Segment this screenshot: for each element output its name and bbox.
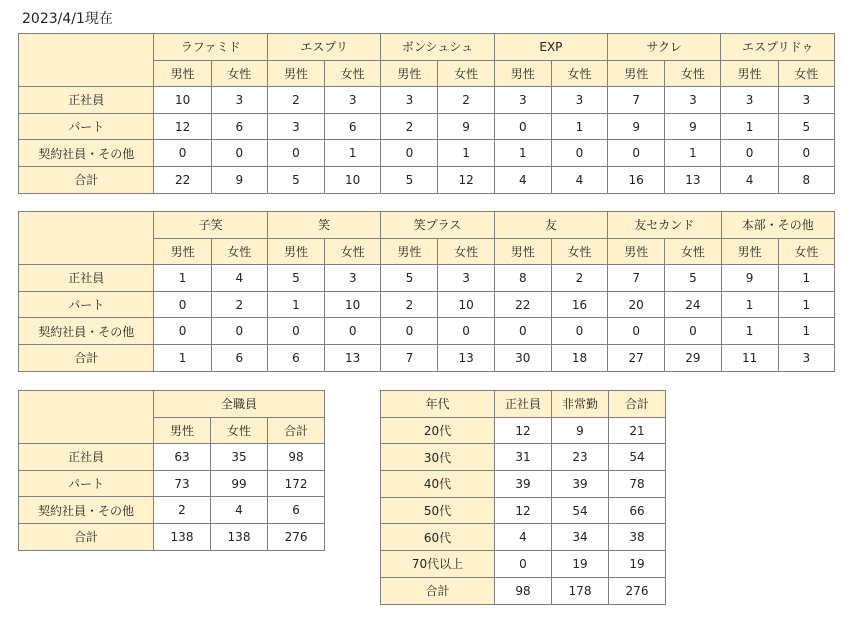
value-cell: 5 xyxy=(665,265,721,292)
value-cell: 30 xyxy=(494,344,551,371)
group-header: EXP xyxy=(494,34,607,61)
female-header: 女性 xyxy=(438,238,494,265)
value-cell: 0 xyxy=(551,140,607,167)
group-header: 笑プラス xyxy=(381,212,494,239)
group-header: ボンシュシュ xyxy=(381,34,494,61)
male-header: 男性 xyxy=(494,60,551,87)
fulltime-header: 正社員 xyxy=(495,391,552,418)
value-cell: 2 xyxy=(211,291,267,318)
value-cell: 2 xyxy=(381,113,438,140)
value-cell: 0 xyxy=(381,318,438,345)
female-header: 女性 xyxy=(551,60,607,87)
value-cell: 18 xyxy=(551,344,607,371)
value-cell: 0 xyxy=(608,140,665,167)
age-header: 年代 xyxy=(381,391,495,418)
value-cell: 0 xyxy=(381,140,438,167)
value-cell: 0 xyxy=(494,318,551,345)
male-header: 男性 xyxy=(608,60,665,87)
value-cell: 0 xyxy=(267,140,324,167)
group-header: 友 xyxy=(494,212,607,239)
value-cell: 276 xyxy=(609,577,666,604)
row-label: 50代 xyxy=(381,497,495,524)
value-cell: 3 xyxy=(494,87,551,114)
value-cell: 4 xyxy=(721,166,778,193)
row-label: 合計 xyxy=(19,523,154,550)
row-label: 30代 xyxy=(381,444,495,471)
value-cell: 12 xyxy=(154,113,211,140)
male-header: 男性 xyxy=(381,238,438,265)
value-cell: 31 xyxy=(495,444,552,471)
value-cell: 3 xyxy=(778,344,834,371)
row-label: 正社員 xyxy=(19,265,154,292)
value-cell: 5 xyxy=(778,113,834,140)
value-cell: 5 xyxy=(381,265,438,292)
table-row xyxy=(381,577,666,604)
value-cell: 5 xyxy=(381,166,438,193)
value-cell: 22 xyxy=(494,291,551,318)
value-cell: 1 xyxy=(551,113,607,140)
value-cell: 2 xyxy=(438,87,494,114)
value-cell: 39 xyxy=(495,471,552,498)
table-row xyxy=(19,523,325,550)
value-cell: 8 xyxy=(778,166,834,193)
group-header-row xyxy=(19,212,835,239)
female-header: 女性 xyxy=(665,238,721,265)
value-cell: 13 xyxy=(438,344,494,371)
value-cell: 6 xyxy=(211,113,267,140)
date-label: 2023/4/1現在 xyxy=(22,11,113,27)
value-cell: 3 xyxy=(665,87,721,114)
value-cell: 19 xyxy=(552,551,609,578)
male-header: 男性 xyxy=(608,238,665,265)
value-cell: 10 xyxy=(154,87,211,114)
value-cell: 3 xyxy=(721,87,778,114)
value-cell: 138 xyxy=(154,523,211,550)
corner-cell xyxy=(19,391,154,444)
value-cell: 12 xyxy=(438,166,494,193)
value-cell: 22 xyxy=(154,166,211,193)
value-cell: 3 xyxy=(381,87,438,114)
value-cell: 172 xyxy=(268,470,325,497)
table-row xyxy=(19,265,835,292)
value-cell: 0 xyxy=(721,140,778,167)
parttime-header: 非常勤 xyxy=(552,391,609,418)
row-label: 正社員 xyxy=(19,444,154,471)
table-row xyxy=(19,87,835,114)
value-cell: 0 xyxy=(154,318,211,345)
female-header: 女性 xyxy=(778,60,834,87)
value-cell: 9 xyxy=(608,113,665,140)
value-cell: 63 xyxy=(154,444,211,471)
value-cell: 13 xyxy=(665,166,721,193)
row-label: 合計 xyxy=(19,166,154,193)
value-cell: 1 xyxy=(721,291,778,318)
value-cell: 1 xyxy=(154,344,211,371)
group-header-row xyxy=(19,391,325,418)
value-cell: 4 xyxy=(211,265,267,292)
group-header: エスプリ xyxy=(267,34,380,61)
value-cell: 9 xyxy=(552,417,609,444)
group-header: エスプリドゥ xyxy=(721,34,835,61)
value-cell: 276 xyxy=(268,523,325,550)
table-row xyxy=(381,471,666,498)
value-cell: 3 xyxy=(211,87,267,114)
group-header: サクレ xyxy=(608,34,721,61)
value-cell: 21 xyxy=(609,417,666,444)
value-cell: 98 xyxy=(268,444,325,471)
value-cell: 54 xyxy=(609,444,666,471)
value-cell: 99 xyxy=(211,470,268,497)
value-cell: 34 xyxy=(552,524,609,551)
group-header: 笑 xyxy=(267,212,380,239)
table-row xyxy=(381,551,666,578)
value-cell: 1 xyxy=(494,140,551,167)
table-row xyxy=(19,166,835,193)
table-row xyxy=(381,524,666,551)
value-cell: 3 xyxy=(438,265,494,292)
value-cell: 6 xyxy=(211,344,267,371)
value-cell: 0 xyxy=(211,318,267,345)
row-label: 70代以上 xyxy=(381,551,495,578)
group-header: 子笑 xyxy=(154,212,267,239)
row-label: 60代 xyxy=(381,524,495,551)
value-cell: 9 xyxy=(665,113,721,140)
value-cell: 1 xyxy=(721,113,778,140)
value-cell: 98 xyxy=(495,577,552,604)
value-cell: 0 xyxy=(154,140,211,167)
value-cell: 6 xyxy=(267,344,324,371)
value-cell: 1 xyxy=(665,140,721,167)
value-cell: 29 xyxy=(665,344,721,371)
male-header: 男性 xyxy=(494,238,551,265)
value-cell: 1 xyxy=(721,318,778,345)
corner-cell xyxy=(19,34,154,87)
value-cell: 39 xyxy=(552,471,609,498)
value-cell: 38 xyxy=(609,524,666,551)
table-row xyxy=(381,417,666,444)
row-label: 契約社員・その他 xyxy=(19,140,154,167)
row-label: パート xyxy=(19,470,154,497)
value-cell: 8 xyxy=(494,265,551,292)
value-cell: 0 xyxy=(494,113,551,140)
value-cell: 54 xyxy=(552,497,609,524)
row-label: 20代 xyxy=(381,417,495,444)
value-cell: 0 xyxy=(551,318,607,345)
value-cell: 0 xyxy=(325,318,381,345)
female-header: 女性 xyxy=(778,238,834,265)
female-header: 女性 xyxy=(325,238,381,265)
value-cell: 1 xyxy=(267,291,324,318)
group-header: 本部・その他 xyxy=(721,212,835,239)
value-cell: 19 xyxy=(609,551,666,578)
value-cell: 66 xyxy=(609,497,666,524)
value-cell: 6 xyxy=(325,113,381,140)
male-header: 男性 xyxy=(721,60,778,87)
value-cell: 4 xyxy=(211,497,268,524)
group-header-row xyxy=(19,34,835,61)
value-cell: 9 xyxy=(721,265,778,292)
value-cell: 6 xyxy=(268,497,325,524)
value-cell: 13 xyxy=(325,344,381,371)
age-header-row xyxy=(381,391,666,418)
value-cell: 2 xyxy=(267,87,324,114)
female-header: 女性 xyxy=(325,60,381,87)
value-cell: 0 xyxy=(211,140,267,167)
value-cell: 2 xyxy=(381,291,438,318)
value-cell: 10 xyxy=(325,291,381,318)
staff-table-all xyxy=(18,390,325,551)
row-label: 40代 xyxy=(381,471,495,498)
value-cell: 12 xyxy=(495,497,552,524)
table-row xyxy=(381,444,666,471)
group-header: 友セカンド xyxy=(608,212,721,239)
value-cell: 24 xyxy=(665,291,721,318)
group-header: 全職員 xyxy=(154,391,325,418)
value-cell: 0 xyxy=(608,318,665,345)
table-row xyxy=(19,444,325,471)
value-cell: 1 xyxy=(778,318,834,345)
value-cell: 178 xyxy=(552,577,609,604)
staff-table-stores-1 xyxy=(18,33,835,194)
value-cell: 12 xyxy=(495,417,552,444)
value-cell: 7 xyxy=(381,344,438,371)
male-header: 男性 xyxy=(154,60,211,87)
value-cell: 3 xyxy=(551,87,607,114)
value-cell: 0 xyxy=(495,551,552,578)
male-header: 男性 xyxy=(267,60,324,87)
female-header: 女性 xyxy=(665,60,721,87)
corner-cell xyxy=(19,212,154,265)
table-row xyxy=(381,497,666,524)
female-header: 女性 xyxy=(211,60,267,87)
row-label: 契約社員・その他 xyxy=(19,497,154,524)
value-cell: 1 xyxy=(438,140,494,167)
value-cell: 7 xyxy=(608,87,665,114)
table-row xyxy=(19,344,835,371)
value-cell: 2 xyxy=(551,265,607,292)
male-header: 男性 xyxy=(154,417,211,444)
table-row xyxy=(19,497,325,524)
value-cell: 73 xyxy=(154,470,211,497)
value-cell: 3 xyxy=(325,265,381,292)
female-header: 女性 xyxy=(551,238,607,265)
value-cell: 9 xyxy=(211,166,267,193)
total-header: 合計 xyxy=(609,391,666,418)
table-row xyxy=(19,291,835,318)
value-cell: 3 xyxy=(778,87,834,114)
value-cell: 16 xyxy=(608,166,665,193)
table-row xyxy=(19,470,325,497)
value-cell: 1 xyxy=(154,265,211,292)
value-cell: 10 xyxy=(325,166,381,193)
value-cell: 2 xyxy=(154,497,211,524)
value-cell: 4 xyxy=(494,166,551,193)
value-cell: 4 xyxy=(551,166,607,193)
value-cell: 3 xyxy=(325,87,381,114)
staff-table-by-age xyxy=(380,390,666,605)
male-header: 男性 xyxy=(381,60,438,87)
value-cell: 35 xyxy=(211,444,268,471)
value-cell: 27 xyxy=(608,344,665,371)
staff-table-stores-2 xyxy=(18,211,835,372)
row-label: 正社員 xyxy=(19,87,154,114)
table-row xyxy=(19,140,835,167)
male-header: 男性 xyxy=(721,238,778,265)
value-cell: 4 xyxy=(495,524,552,551)
value-cell: 20 xyxy=(608,291,665,318)
value-cell: 1 xyxy=(778,265,834,292)
value-cell: 9 xyxy=(438,113,494,140)
value-cell: 0 xyxy=(154,291,211,318)
value-cell: 11 xyxy=(721,344,778,371)
row-label: 合計 xyxy=(381,577,495,604)
value-cell: 5 xyxy=(267,265,324,292)
value-cell: 1 xyxy=(325,140,381,167)
value-cell: 23 xyxy=(552,444,609,471)
value-cell: 0 xyxy=(438,318,494,345)
value-cell: 1 xyxy=(778,291,834,318)
female-header: 女性 xyxy=(211,417,268,444)
row-label: パート xyxy=(19,291,154,318)
table-row xyxy=(19,318,835,345)
value-cell: 16 xyxy=(551,291,607,318)
value-cell: 7 xyxy=(608,265,665,292)
group-header: ラファミド xyxy=(154,34,267,61)
female-header: 女性 xyxy=(438,60,494,87)
row-label: パート xyxy=(19,113,154,140)
value-cell: 0 xyxy=(267,318,324,345)
value-cell: 5 xyxy=(267,166,324,193)
value-cell: 10 xyxy=(438,291,494,318)
value-cell: 78 xyxy=(609,471,666,498)
row-label: 契約社員・その他 xyxy=(19,318,154,345)
total-header: 合計 xyxy=(268,417,325,444)
row-label: 合計 xyxy=(19,344,154,371)
value-cell: 138 xyxy=(211,523,268,550)
table-row xyxy=(19,113,835,140)
value-cell: 0 xyxy=(665,318,721,345)
value-cell: 3 xyxy=(267,113,324,140)
female-header: 女性 xyxy=(211,238,267,265)
male-header: 男性 xyxy=(154,238,211,265)
male-header: 男性 xyxy=(267,238,324,265)
value-cell: 0 xyxy=(778,140,834,167)
